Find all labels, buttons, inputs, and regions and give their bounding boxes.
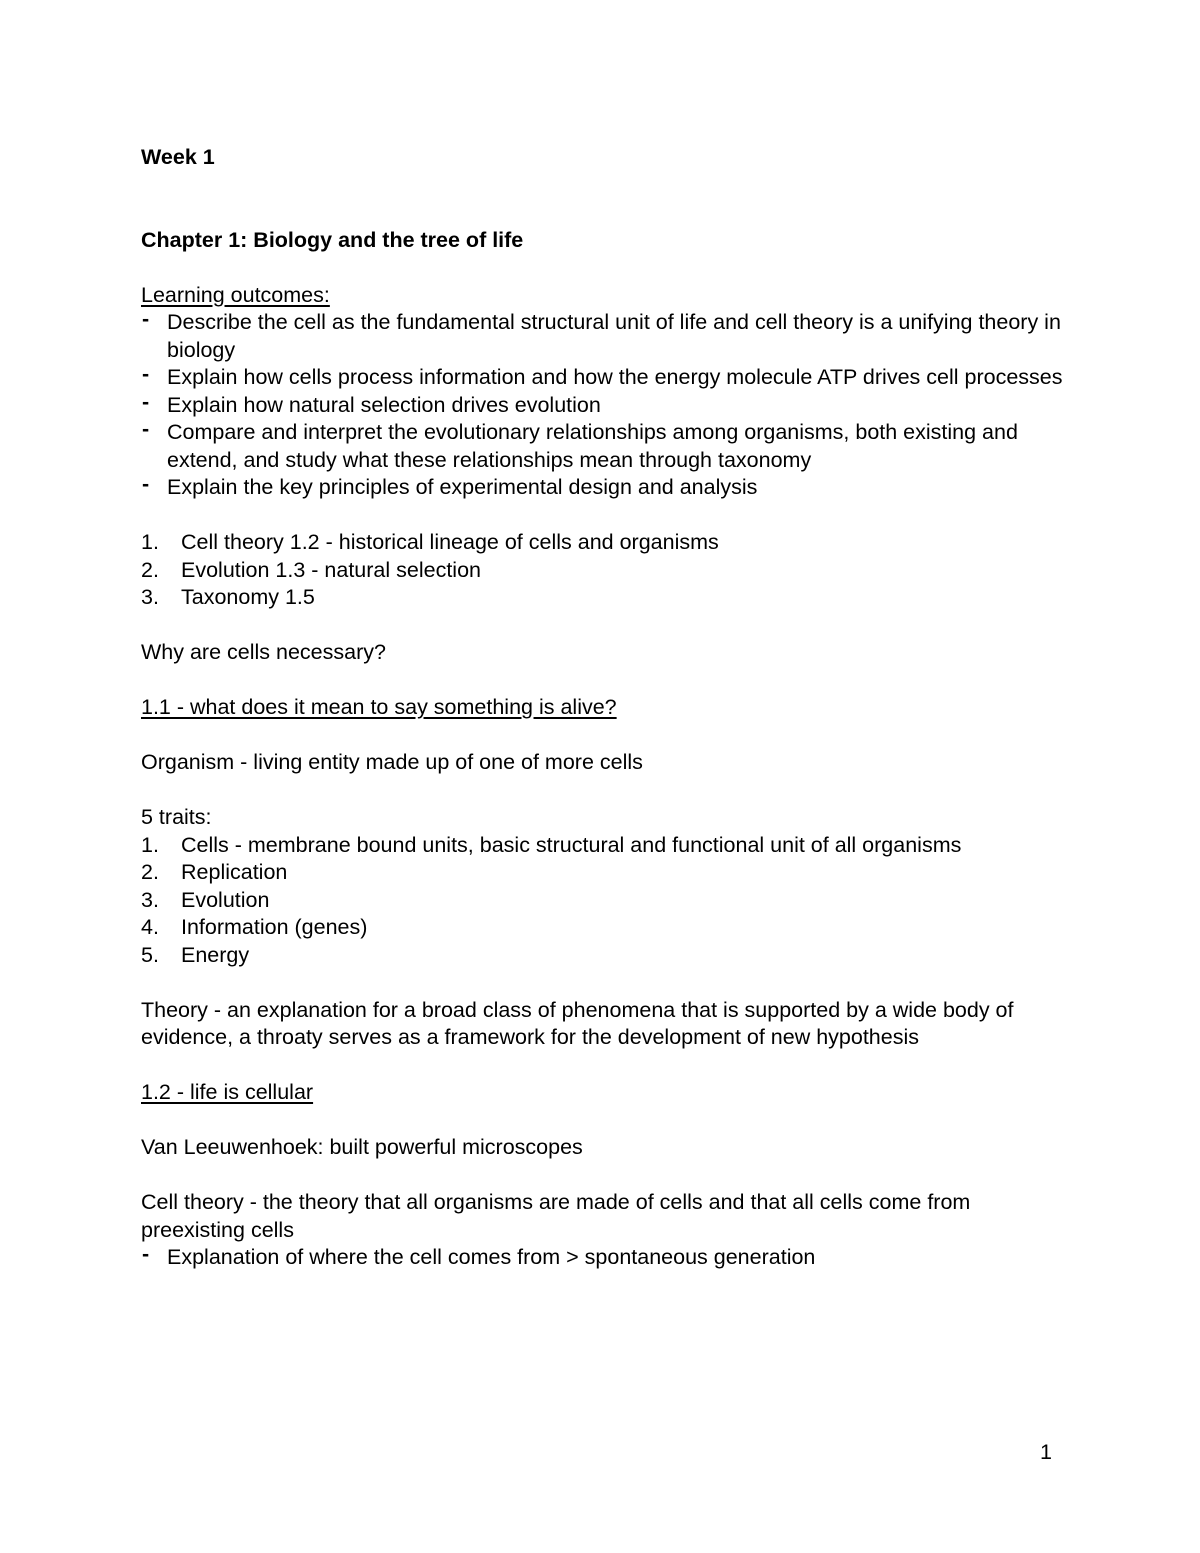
topics-list: [141, 529, 1071, 612]
trait-text: Cells - membrane bound units, basic structural and functional unit of all organisms: [181, 832, 962, 857]
topic-item: [141, 557, 1071, 585]
section-heading-1-2: 1.2 - life is cellular: [141, 1080, 314, 1104]
page-number: 1: [1040, 1440, 1052, 1464]
topic-item: [141, 529, 1071, 557]
trait-item: [141, 832, 1071, 860]
trait-text: Energy: [181, 942, 250, 967]
topic-text: Taxonomy 1.5: [181, 585, 315, 609]
cell-theory-definition: Cell theory - the theory that all organisms are made of cells and that all cells come from preexisting cells: [141, 1190, 971, 1242]
page-content: [141, 144, 1071, 1272]
topic-text: Evolution 1.3 - natural selection: [181, 557, 481, 582]
list-number: 3.: [141, 585, 159, 609]
trait-item: [141, 914, 1071, 942]
list-number: 2.: [141, 860, 159, 884]
trait-text: Information (genes): [181, 915, 368, 939]
topic-text: Cell theory 1.2 - historical lineage of cells and organisms: [181, 530, 719, 554]
traits-list: [141, 832, 1071, 970]
list-number: 3.: [141, 887, 159, 912]
trait-item: [141, 887, 1071, 915]
trait-text: Replication: [181, 860, 288, 884]
traits-heading: 5 traits:: [141, 805, 212, 829]
learning-outcomes-heading: Learning outcomes:: [141, 282, 330, 307]
trait-item: [141, 942, 1071, 970]
trait-item: [141, 859, 1071, 887]
chapter-title: Chapter 1: Biology and the tree of life: [141, 227, 524, 252]
list-number: 1.: [141, 832, 159, 857]
list-number: 5.: [141, 942, 159, 967]
week-heading: Week 1: [141, 145, 215, 169]
question-text: Why are cells necessary?: [141, 640, 386, 664]
learning-outcome-item: - Explain how natural selection drives evolution: [141, 392, 1071, 420]
van-leeuwenhoek-note: Van Leeuwenhoek: built powerful microscopes: [141, 1135, 583, 1159]
learning-outcome-item: - Explain how cells process information and how the energy molecule ATP drives cell processes: [141, 364, 1071, 392]
learning-outcome-item: - Describe the cell as the fundamental structural unit of life and cell theory is a unifying theory in biology: [141, 309, 1071, 364]
section-heading-1-1: 1.1 - what does it mean to say something is alive?: [141, 695, 617, 719]
learning-outcomes-list: [141, 309, 1071, 502]
organism-definition: Organism - living entity made up of one of more cells: [141, 750, 643, 774]
trait-text: Evolution: [181, 887, 270, 912]
cell-theory-points: [141, 1244, 1071, 1272]
theory-definition: Theory - an explanation for a broad class of phenomena that is supported by a wide body of evidence, a throaty serves as a framework for the development of new hypothesis: [141, 997, 1014, 1049]
list-number: 2.: [141, 557, 159, 582]
list-number: 4.: [141, 915, 159, 939]
cell-theory-point: - Explanation of where the cell comes from > spontaneous generation: [141, 1244, 1071, 1272]
learning-outcome-item: - Compare and interpret the evolutionary relationships among organisms, both existing and extend, and study what these relationships mean through taxonomy: [141, 419, 1071, 474]
learning-outcome-item: - Explain the key principles of experimental design and analysis: [141, 474, 1071, 502]
topic-item: [141, 584, 1071, 612]
list-number: 1.: [141, 530, 159, 554]
